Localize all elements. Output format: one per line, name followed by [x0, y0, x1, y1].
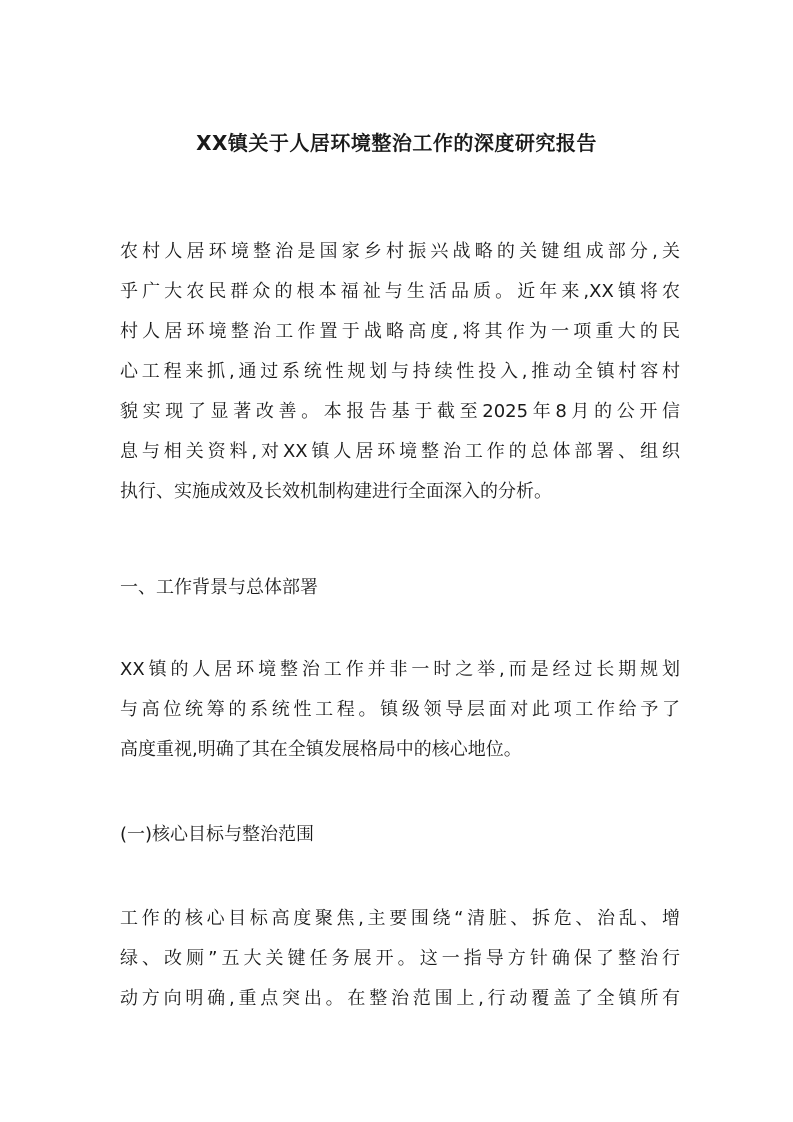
- paragraph-line: 工作的核心目标高度聚焦,主要围绕“清脏、拆危、治乱、增: [120, 908, 680, 929]
- paragraph-line: 乎广大农民群众的根本福祉与生活品质。近年来,XX镇将农: [120, 281, 680, 302]
- paragraph-line: XX镇的人居环境整治工作并非一时之举,而是经过长期规划: [120, 659, 680, 680]
- paragraph-line: 执行、实施成效及长效机制构建进行全面深入的分析。: [120, 481, 552, 502]
- paragraph-line: 心工程来抓,通过系统性规划与持续性投入,推动全镇村容村: [120, 361, 680, 382]
- subsection-heading: [120, 815, 680, 855]
- paragraph-line: 与高位统筹的系统性工程。镇级领导层面对此项工作给予了: [120, 699, 680, 720]
- paragraph-line: 高度重视,明确了其在全镇发展格局中的核心地位。: [120, 739, 522, 760]
- paragraph-line: 绿、改厕”五大关键任务展开。这一指导方针确保了整治行: [120, 948, 680, 969]
- subsection-heading-text: (一)核心目标与整治范围: [120, 824, 315, 845]
- paragraph-line: 貌实现了显著改善。本报告基于截至2025年8月的公开信: [120, 401, 680, 422]
- document-title: XX镇关于人居环境整治工作的深度研究报告: [196, 131, 597, 155]
- paragraph-line: 农村人居环境整治是国家乡村振兴战略的关键组成部分,关: [120, 241, 680, 262]
- subsection-paragraph: [120, 899, 680, 1019]
- section-heading: [120, 568, 680, 608]
- section-paragraph: [120, 650, 680, 770]
- paragraph-line: 息与相关资料,对XX镇人居环境整治工作的总体部署、组织: [120, 441, 680, 462]
- paragraph-line: 动方向明确,重点突出。在整治范围上,行动覆盖了全镇所有: [120, 988, 680, 1009]
- paragraph-line: 村人居环境整治工作置于战略高度,将其作为一项重大的民: [120, 321, 680, 342]
- section-heading-text: 一、工作背景与总体部署: [120, 577, 318, 598]
- intro-paragraph: [120, 232, 680, 512]
